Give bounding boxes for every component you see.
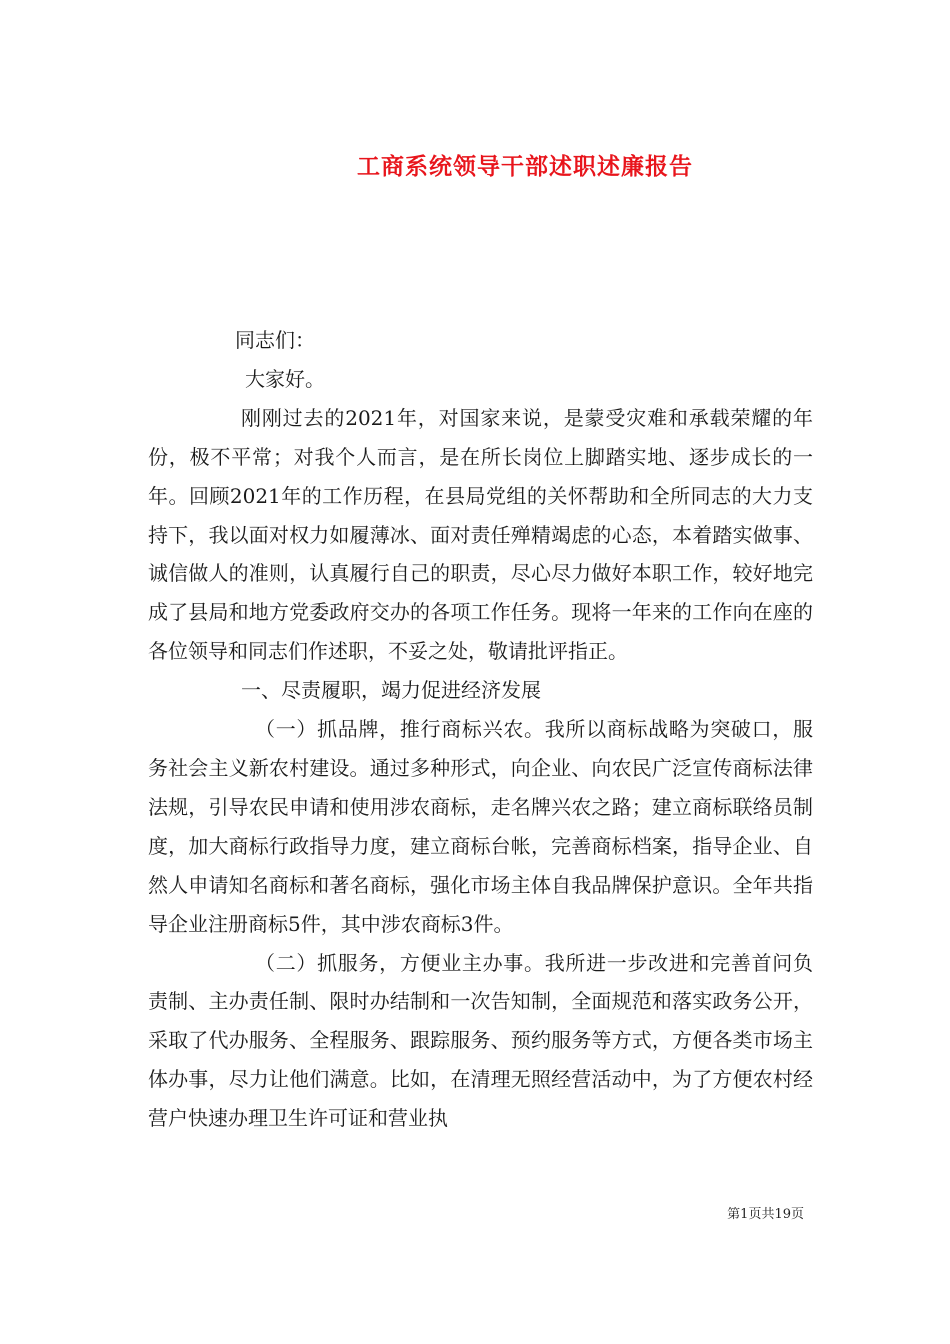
page-number: 第1页共19页 bbox=[727, 1207, 804, 1222]
paragraph-service: （二）抓服务，方便业主办事。我所进一步改进和完善首问负责制、主办责任制、限时办结制和一次告知制，全面规范和落实政务公开，采取了代办服务、全程服务、跟踪服务、预约服务等方式，方便各类市场主体办事，尽力让他们满意。比如，在清理无照经营活动中，为了方便农村经营户快速办理卫生许可证和营业执 bbox=[148, 950, 813, 1131]
document-body bbox=[148, 321, 813, 1138]
page-title: 工商系统领导干部述职述廉报告 bbox=[357, 153, 693, 181]
greeting: 大家好。 bbox=[245, 366, 325, 391]
paragraph-brand: （一）抓品牌，推行商标兴农。我所以商标战略为突破口，服务社会主义新农村建设。通过多种形式，向企业、向农民广泛宣传商标法律法规，引导农民申请和使用涉农商标，走名牌兴农之路；建立商标联络员制度，加大商标行政指导力度，建立商标台帐，完善商标档案，指导企业、自然人申请知名商标和著名商标，强化市场主体自我品牌保护意识。全年共指导企业注册商标5件，其中涉农商标3件。 bbox=[148, 717, 813, 936]
intro-paragraph: 刚刚过去的2021年，对国家来说，是蒙受灾难和承载荣耀的年份，极不平常；对我个人而言，是在所长岗位上脚踏实地、逐步成长的一年。回顾2021年的工作历程，在县局党组的关怀帮助和全所同志的大力支持下，我以面对权力如履薄冰、面对责任殚精竭虑的心态，本着踏实做事、诚信做人的准则，认真履行自己的职责，尽心尽力做好本职工作，较好地完成了县局和地方党委政府交办的各项工作任务。现将一年来的工作向在座的各位领导和同志们作述职，不妥之处，敬请批评指正。 bbox=[148, 405, 813, 664]
salutation: 同志们： bbox=[235, 328, 315, 352]
section-heading: 一、尽责履职，竭力促进经济发展 bbox=[241, 678, 541, 703]
